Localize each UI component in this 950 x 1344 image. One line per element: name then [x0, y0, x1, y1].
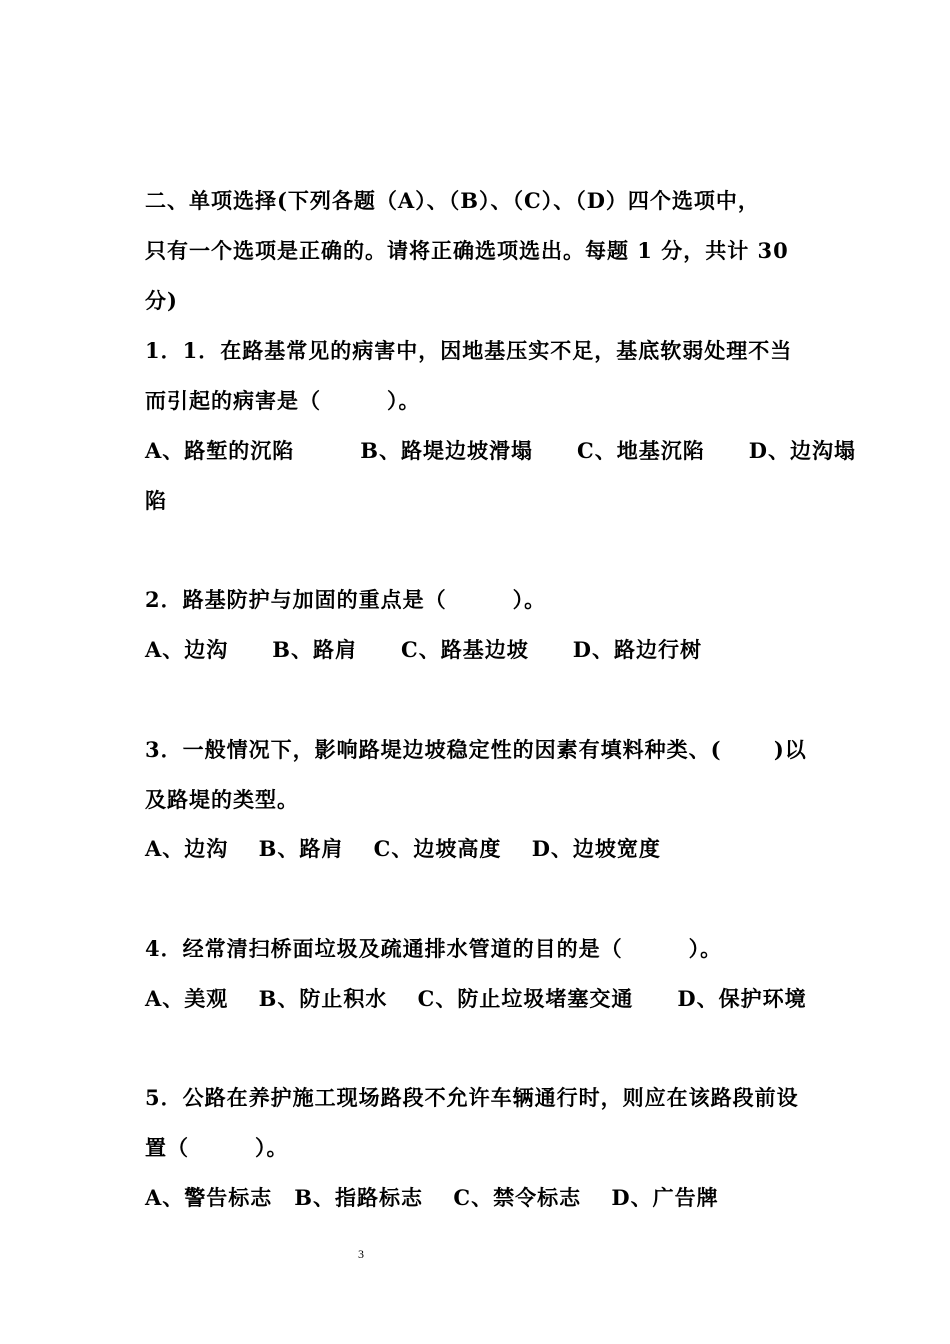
question-1-text-line-2: 而引起的病害是（ ）。 [145, 388, 421, 413]
page-number: 3 [358, 1247, 364, 1261]
question-5-text-line-1: 5．公路在养护施工现场路段不允许车辆通行时，则应在该路段前设 [145, 1085, 799, 1110]
question-4-text-line-1: 4．经常清扫桥面垃圾及疏通排水管道的目的是（ ）。 [145, 936, 723, 961]
section-header-line-3: 分) [145, 288, 178, 313]
question-3-options-line-1: A、边沟 B、路肩 C、边坡高度 D、边坡宽度 [145, 836, 661, 861]
question-1-options-line-1: A、路堑的沉陷 B、路堤边坡滑塌 C、地基沉陷 D、边沟塌 [145, 438, 856, 463]
question-2-options-line-1: A、边沟 B、路肩 C、路基边坡 D、路边行树 [145, 637, 702, 662]
section-header-line-1: 二、单项选择(下列各题（A）、（B）、（C）、（D）四个选项中， [145, 188, 760, 213]
question-3-text-line-2: 及路堤的类型。 [145, 787, 299, 812]
question-5-text-line-2: 置（ ）。 [145, 1135, 289, 1160]
question-5-options-line-1: A、警告标志 B、指路标志 C、禁令标志 D、广告牌 [145, 1185, 719, 1210]
question-4-options-line-1: A、美观 B、防止积水 C、防止垃圾堵塞交通 D、保护环境 [145, 986, 807, 1011]
question-2-text-line-1: 2．路基防护与加固的重点是（ ）。 [145, 587, 547, 612]
question-1-text-line-1: 1．1．在路基常见的病害中，因地基压实不足，基底软弱处理不当 [145, 338, 793, 363]
question-3-text-line-1: 3．一般情况下，影响路堤边坡稳定性的因素有填料种类、( )以 [145, 737, 807, 762]
question-1-options-line-2: 陷 [145, 488, 167, 513]
section-header-line-2: 只有一个选项是正确的。请将正确选项选出。每题 1 分，共计 30 [145, 238, 789, 263]
